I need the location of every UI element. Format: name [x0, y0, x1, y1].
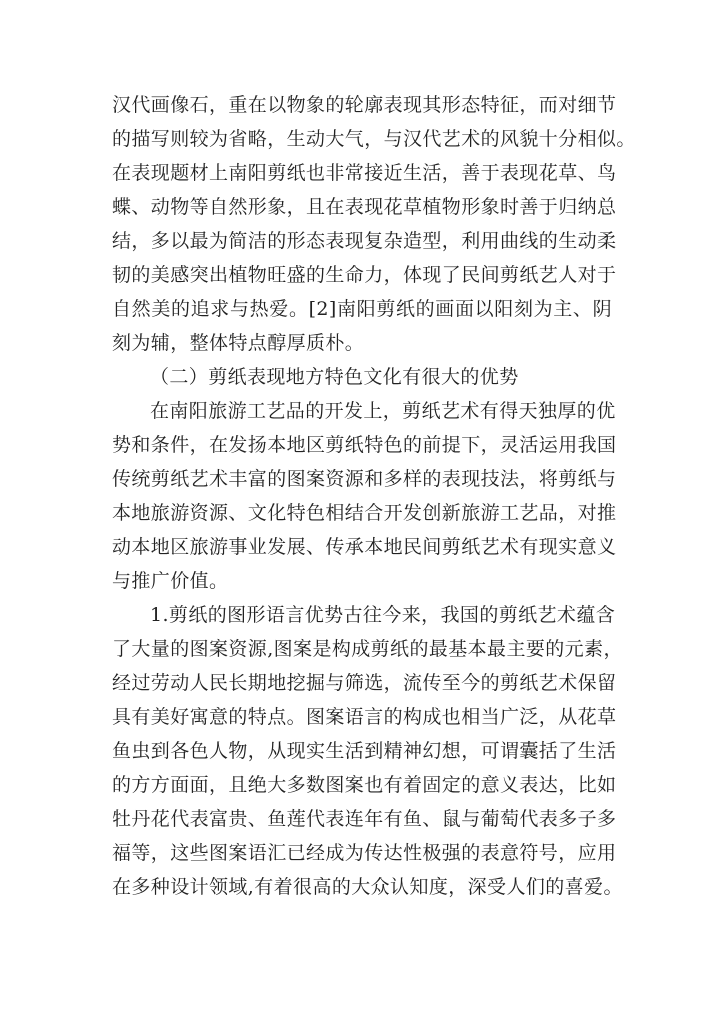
text-line: 势和条件，在发扬本地区剪纸特色的前提下，灵活运用我国	[112, 434, 617, 456]
text-line: 鱼虫到各色人物，从现实生活到精神幻想，可谓囊括了生活	[112, 740, 617, 762]
text-line: 了大量的图案资源,图案是构成剪纸的最基本最主要的元素，	[112, 638, 623, 660]
section-heading: （二）剪纸表现地方特色文化有很大的优势	[150, 366, 519, 388]
text-line: 韧的美感突出植物旺盛的生命力，体现了民间剪纸艺人对于	[112, 264, 617, 286]
text-line: 福等，这些图案语汇已经成为传达性极强的表意符号，应用	[112, 842, 617, 864]
text-line: 具有美好寓意的特点。图案语言的构成也相当广泛，从花草	[112, 706, 617, 728]
paragraph-tourism-crafts	[112, 394, 617, 598]
text-line: 在表现题材上南阳剪纸也非常接近生活，善于表现花草、鸟	[112, 162, 617, 184]
text-line: 传统剪纸艺术丰富的图案资源和多样的表现技法，将剪纸与	[112, 468, 617, 490]
text-line: 自然美的追求与热爱。[2]南阳剪纸的画面以阳刻为主、阴	[112, 298, 612, 320]
text-line: 本地旅游资源、文化特色相结合开发创新旅游工艺品，对推	[112, 502, 617, 524]
text-line: 的描写则较为省略，生动大气，与汉代艺术的风貌十分相似。	[112, 128, 636, 150]
text-line: 刻为辅，整体特点醇厚质朴。	[112, 332, 365, 354]
paragraph-han-style	[112, 88, 636, 360]
body-text	[112, 88, 636, 904]
text-line: 经过劳动人民长期地挖掘与筛选，流传至今的剪纸艺术保留	[112, 672, 617, 694]
text-line: 动本地区旅游事业发展、传承本地民间剪纸艺术有现实意义	[112, 536, 617, 558]
text-line: 的方方面面，且绝大多数图案也有着固定的意义表达，比如	[112, 774, 617, 796]
text-line: 蝶、动物等自然形象，且在表现花草植物形象时善于归纳总	[112, 196, 617, 218]
paragraph-graphic-language	[112, 598, 623, 904]
text-line: 在多种设计领域,有着很高的大众认知度，深受人们的喜爱。	[112, 876, 623, 898]
text-line: 与推广价值。	[112, 570, 229, 592]
text-line: 在南阳旅游工艺品的开发上，剪纸艺术有得天独厚的优	[150, 400, 616, 422]
text-line: 结，多以最为简洁的形态表现复杂造型，利用曲线的生动柔	[112, 230, 617, 252]
text-line: 牡丹花代表富贵、鱼莲代表连年有鱼、鼠与葡萄代表多子多	[112, 808, 617, 830]
text-line: 1.剪纸的图形语言优势古往今来，我国的剪纸艺术蕴含	[150, 604, 616, 626]
text-line: 汉代画像石，重在以物象的轮廓表现其形态特征，而对细节	[112, 94, 617, 116]
